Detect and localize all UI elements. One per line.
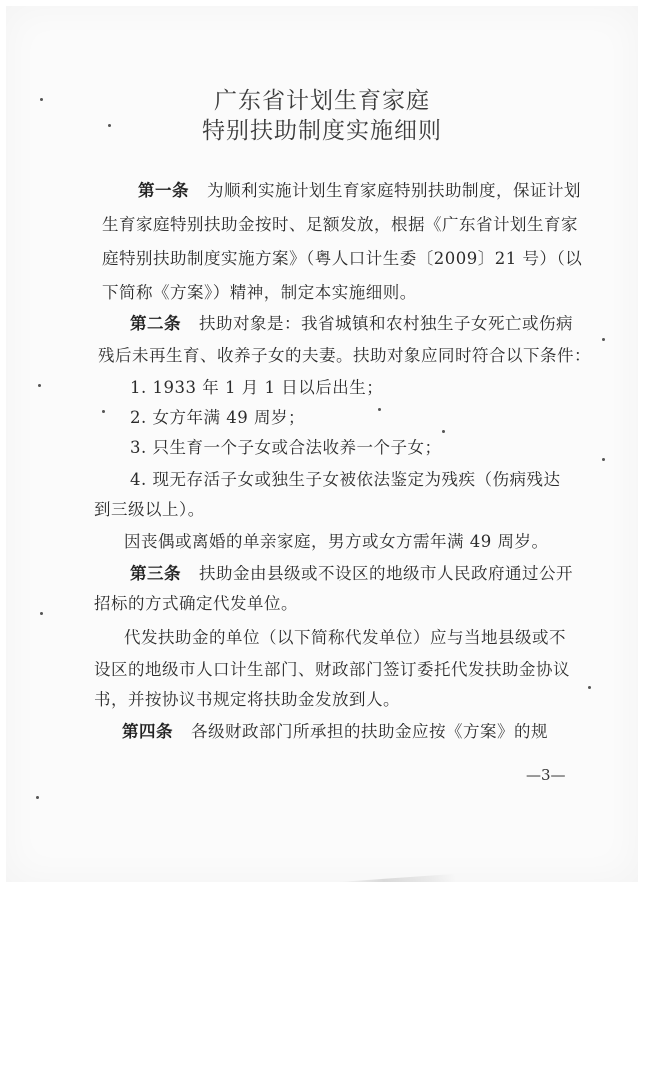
body-line: 2. 女方年满 49 周岁； bbox=[130, 408, 305, 427]
body-line bbox=[130, 564, 573, 584]
scan-speck bbox=[442, 430, 445, 433]
title-line-1: 广东省计划生育家庭 bbox=[214, 88, 430, 114]
body-line: 下简称《方案》）精神，制定本实施细则。 bbox=[102, 283, 417, 302]
body-line: 书，并按协议书规定将扶助金发放到人。 bbox=[94, 690, 400, 709]
body-line: 3. 只生育一个子女或合法收养一个子女； bbox=[130, 438, 442, 457]
document-title bbox=[6, 86, 638, 146]
body-line: 庭特别扶助制度实施方案》（粤人口计生委〔2009〕21 号）（以 bbox=[102, 249, 583, 268]
body-line: 设区的地级市人口计生部门、财政部门签订委托代发扶助金协议 bbox=[94, 660, 570, 679]
body-line: 1. 1933 年 1 月 1 日以后出生； bbox=[130, 378, 384, 397]
scanned-page bbox=[6, 6, 638, 882]
body-line: 到三级以上）。 bbox=[94, 500, 205, 519]
line-text: 为顺利实施计划生育家庭特别扶助制度，保证计划 bbox=[207, 181, 581, 200]
line-text: 扶助金由县级或不设区的地级市人民政府通过公开 bbox=[199, 564, 573, 583]
scan-speck bbox=[108, 124, 111, 127]
title-line-2: 特别扶助制度实施细则 bbox=[202, 118, 442, 144]
body-line: 残后未再生育、收养子女的夫妻。扶助对象应同时符合以下条件： bbox=[98, 346, 591, 365]
scan-speck bbox=[378, 408, 381, 411]
article-label: 第二条 bbox=[130, 314, 181, 333]
body-line: 生育家庭特别扶助金按时、足额发放，根据《广东省计划生育家 bbox=[102, 215, 578, 234]
body-line: 招标的方式确定代发单位。 bbox=[94, 594, 298, 613]
article-label: 第四条 bbox=[122, 722, 173, 741]
body-line bbox=[130, 314, 573, 334]
page-number: —3— bbox=[526, 766, 566, 784]
article-label: 第一条 bbox=[138, 181, 189, 200]
line-text: 扶助对象是：我省城镇和农村独生子女死亡或伤病 bbox=[199, 314, 573, 333]
scan-speck bbox=[102, 410, 105, 413]
article-label: 第三条 bbox=[130, 564, 181, 583]
scan-speck bbox=[38, 384, 41, 387]
line-text: 各级财政部门所承担的扶助金应按《方案》的规 bbox=[191, 722, 548, 741]
scan-speck bbox=[40, 98, 43, 101]
body-line: 代发扶助金的单位（以下简称代发单位）应与当地县级或不 bbox=[124, 628, 566, 647]
body-line bbox=[122, 722, 548, 742]
scan-speck bbox=[588, 686, 591, 689]
scan-speck bbox=[36, 796, 39, 799]
scan-smudge bbox=[336, 874, 456, 882]
scan-speck bbox=[40, 612, 43, 615]
body-line bbox=[138, 181, 581, 201]
scan-speck bbox=[602, 458, 605, 461]
scan-speck bbox=[602, 338, 605, 341]
body-line: 因丧偶或离婚的单亲家庭，男方或女方需年满 49 周岁。 bbox=[124, 532, 549, 551]
body-line: 4. 现无存活子女或独生子女被依法鉴定为残疾（伤病残达 bbox=[130, 470, 561, 489]
